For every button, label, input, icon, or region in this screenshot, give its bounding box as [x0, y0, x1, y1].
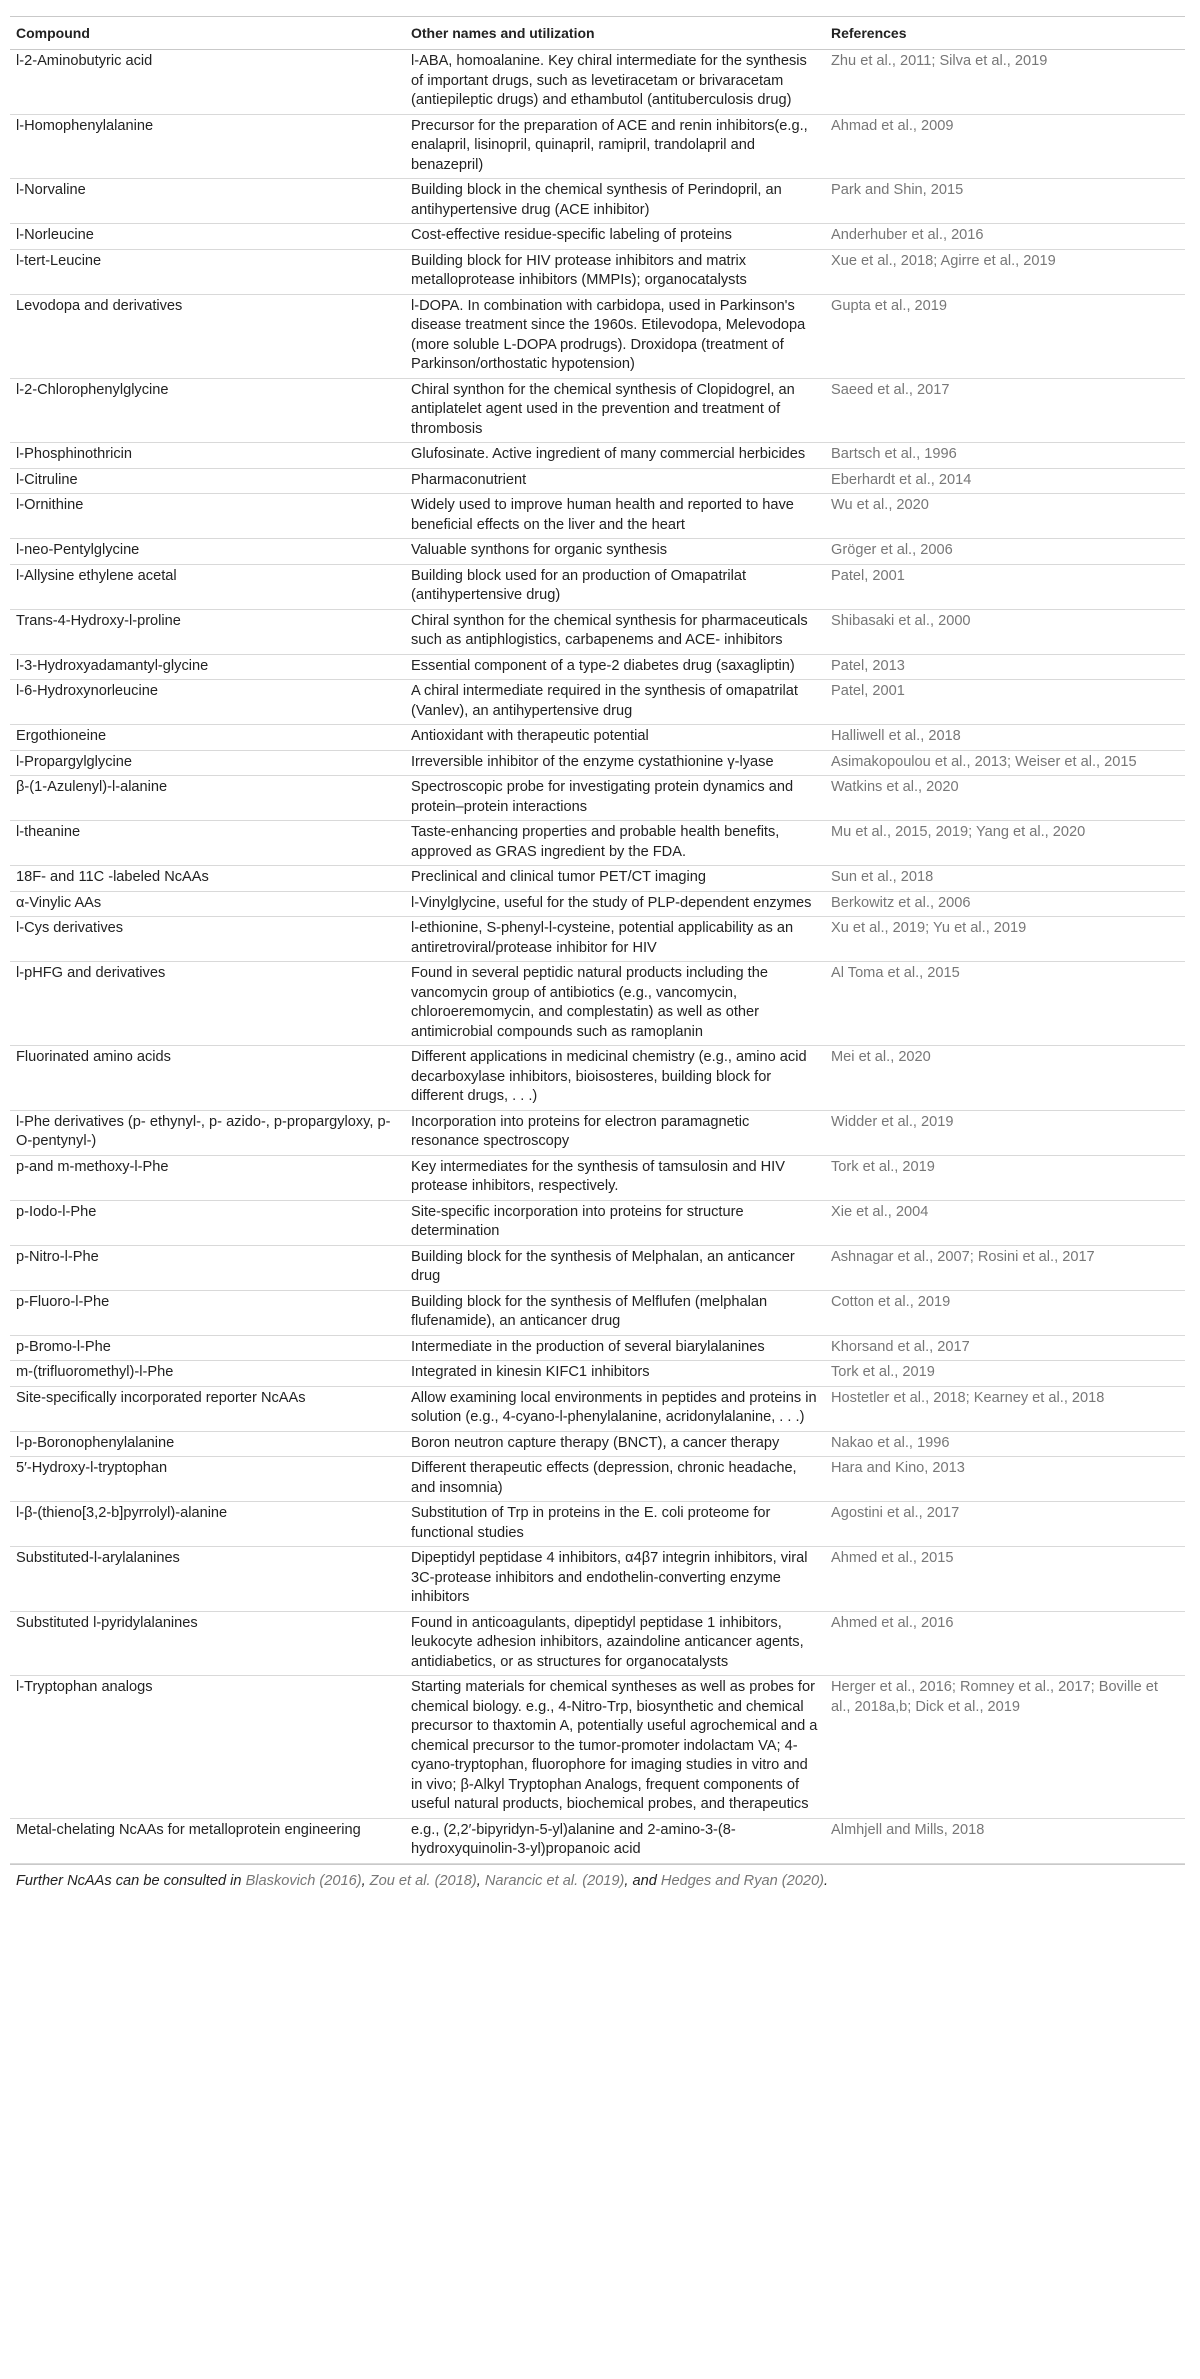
compound-cell: l-β-(thieno[3,2-b]pyrrolyl)-alanine — [10, 1502, 405, 1547]
utilization-cell: Cost-effective residue-specific labeling of proteins — [405, 224, 825, 250]
table-header — [10, 17, 1185, 50]
compound-cell: 5′-Hydroxy-l-tryptophan — [10, 1457, 405, 1502]
compound-cell: m-(trifluoromethyl)-l-Phe — [10, 1361, 405, 1387]
table-row — [10, 1290, 1185, 1335]
table-row — [10, 539, 1185, 565]
compound-cell: p-and m-methoxy-l-Phe — [10, 1155, 405, 1200]
utilization-cell: l-ethionine, S-phenyl-l-cysteine, potential applicability as an antiretroviral/protease inhibitor for HIV — [405, 917, 825, 962]
utilization-cell: Site-specific incorporation into proteins for structure determination — [405, 1200, 825, 1245]
references-cell[interactable]: Widder et al., 2019 — [825, 1110, 1185, 1155]
references-cell[interactable]: Agostini et al., 2017 — [825, 1502, 1185, 1547]
references-cell[interactable]: Ahmad et al., 2009 — [825, 114, 1185, 179]
compound-cell: l-Norvaline — [10, 179, 405, 224]
utilization-cell: l-Vinylglycine, useful for the study of PLP-dependent enzymes — [405, 891, 825, 917]
compound-cell: l-2-Aminobutyric acid — [10, 50, 405, 115]
utilization-cell: Chiral synthon for the chemical synthesis for pharmaceuticals such as antiphlogistics, carbapenems and ACE- inhibitors — [405, 609, 825, 654]
compound-cell: l-Norleucine — [10, 224, 405, 250]
compound-cell: 18F- and 11C -labeled NcAAs — [10, 866, 405, 892]
table-row — [10, 378, 1185, 443]
utilization-cell: Building block for HIV protease inhibitors and matrix metalloprotease inhibitors (MMPIs); organocatalysts — [405, 249, 825, 294]
utilization-cell: Key intermediates for the synthesis of tamsulosin and HIV protease inhibitors, respectively. — [405, 1155, 825, 1200]
utilization-cell: Different therapeutic effects (depression, chronic headache, and insomnia) — [405, 1457, 825, 1502]
references-cell[interactable]: Watkins et al., 2020 — [825, 776, 1185, 821]
footnote-separator: , and — [624, 1872, 661, 1889]
footnote-suffix: . — [824, 1872, 829, 1889]
compound-cell: l-Cys derivatives — [10, 917, 405, 962]
utilization-cell: Building block for the synthesis of Melflufen (melphalan flufenamide), an anticancer drug — [405, 1290, 825, 1335]
references-cell[interactable]: Xue et al., 2018; Agirre et al., 2019 — [825, 249, 1185, 294]
references-cell[interactable]: Hostetler et al., 2018; Kearney et al., 2018 — [825, 1386, 1185, 1431]
references-cell[interactable]: Ashnagar et al., 2007; Rosini et al., 2017 — [825, 1245, 1185, 1290]
ncaa-table — [10, 16, 1185, 1864]
compound-cell: Levodopa and derivatives — [10, 294, 405, 378]
table-row — [10, 494, 1185, 539]
table-row — [10, 609, 1185, 654]
table-row — [10, 1155, 1185, 1200]
references-cell[interactable]: Herger et al., 2016; Romney et al., 2017; Boville et al., 2018a,b; Dick et al., 2019 — [825, 1676, 1185, 1819]
compound-cell: l-3-Hydroxyadamantyl-glycine — [10, 654, 405, 680]
header-compound: Compound — [10, 17, 405, 50]
table-row — [10, 1431, 1185, 1457]
references-cell[interactable]: Ahmed et al., 2016 — [825, 1611, 1185, 1676]
footnote-separator: , — [476, 1872, 485, 1889]
compound-cell: l-theanine — [10, 821, 405, 866]
compound-cell: Trans-4-Hydroxy-l-proline — [10, 609, 405, 654]
footnote-ref-link[interactable]: Hedges and Ryan (2020) — [660, 1872, 824, 1889]
table-row — [10, 962, 1185, 1046]
compound-cell: l-Phosphinothricin — [10, 443, 405, 469]
table-row — [10, 1110, 1185, 1155]
utilization-cell: Taste-enhancing properties and probable health benefits, approved as GRAS ingredient by the FDA. — [405, 821, 825, 866]
utilization-cell: A chiral intermediate required in the synthesis of omapatrilat (Vanlev), an antihypertensive drug — [405, 680, 825, 725]
references-cell[interactable]: Tork et al., 2019 — [825, 1361, 1185, 1387]
compound-cell: Fluorinated amino acids — [10, 1046, 405, 1111]
table-row — [10, 224, 1185, 250]
utilization-cell: Starting materials for chemical syntheses as well as probes for chemical biology. e.g., 4-Nitro-Trp, biosynthetic and chemical precursor to thaxtomin A, potentially useful agrochemical and a chemical precursor to the tumor-promoter indolactam VA; 4-cyano-tryptophan, fluorophore for imaging studies in vitro and in vivo; β-Alkyl Tryptophan Analogs, frequent components of useful natural products, biochemical probes, and therapeutics — [405, 1676, 825, 1819]
utilization-cell: Antioxidant with therapeutic potential — [405, 725, 825, 751]
compound-cell: l-pHFG and derivatives — [10, 962, 405, 1046]
compound-cell: Substituted-l-arylalanines — [10, 1547, 405, 1612]
utilization-cell: Substitution of Trp in proteins in the E. coli proteome for functional studies — [405, 1502, 825, 1547]
table-body — [10, 50, 1185, 1864]
compound-cell: l-Homophenylalanine — [10, 114, 405, 179]
references-cell[interactable]: Al Toma et al., 2015 — [825, 962, 1185, 1046]
compound-cell: l-Phe derivatives (p- ethynyl-, p- azido-, p-propargyloxy, p-O-pentynyl-) — [10, 1110, 405, 1155]
utilization-cell: Dipeptidyl peptidase 4 inhibitors, α4β7 integrin inhibitors, viral 3C-protease inhibitors and endothelin-converting enzyme inhibitors — [405, 1547, 825, 1612]
compound-cell: l-Propargylglycine — [10, 750, 405, 776]
utilization-cell: Glufosinate. Active ingredient of many commercial herbicides — [405, 443, 825, 469]
utilization-cell: Essential component of a type-2 diabetes drug (saxagliptin) — [405, 654, 825, 680]
table-row — [10, 750, 1185, 776]
compound-cell: l-Allysine ethylene acetal — [10, 564, 405, 609]
table-row — [10, 1361, 1185, 1387]
table-row — [10, 114, 1185, 179]
utilization-cell: Chiral synthon for the chemical synthesis of Clopidogrel, an antiplatelet agent used in the prevention and treatment of thrombosis — [405, 378, 825, 443]
compound-cell: p-Fluoro-l-Phe — [10, 1290, 405, 1335]
references-cell[interactable]: Nakao et al., 1996 — [825, 1431, 1185, 1457]
references-cell[interactable]: Asimakopoulou et al., 2013; Weiser et al., 2015 — [825, 750, 1185, 776]
references-cell[interactable]: Almhjell and Mills, 2018 — [825, 1818, 1185, 1863]
references-cell[interactable]: Eberhardt et al., 2014 — [825, 468, 1185, 494]
table-row — [10, 249, 1185, 294]
table-row — [10, 1200, 1185, 1245]
compound-cell: Metal-chelating NcAAs for metalloprotein engineering — [10, 1818, 405, 1863]
table-row — [10, 680, 1185, 725]
footnote-separator: , — [361, 1872, 370, 1889]
table-footnote — [10, 1864, 1185, 1889]
references-cell[interactable]: Xie et al., 2004 — [825, 1200, 1185, 1245]
table-row — [10, 891, 1185, 917]
table-row — [10, 179, 1185, 224]
references-cell[interactable]: Gröger et al., 2006 — [825, 539, 1185, 565]
table-container — [10, 0, 1185, 1889]
utilization-cell: Building block used for an production of Omapatrilat (antihypertensive drug) — [405, 564, 825, 609]
utilization-cell: e.g., (2,2′-bipyridyn-5-yl)alanine and 2-amino-3-(8-hydroxyquinolin-3-yl)propanoic acid — [405, 1818, 825, 1863]
table-row — [10, 1676, 1185, 1819]
table-row — [10, 725, 1185, 751]
references-cell[interactable]: Mei et al., 2020 — [825, 1046, 1185, 1111]
references-cell[interactable]: Park and Shin, 2015 — [825, 179, 1185, 224]
references-cell[interactable]: Sun et al., 2018 — [825, 866, 1185, 892]
compound-cell: l-Citruline — [10, 468, 405, 494]
table-row — [10, 1046, 1185, 1111]
references-cell[interactable]: Patel, 2001 — [825, 680, 1185, 725]
utilization-cell: Different applications in medicinal chemistry (e.g., amino acid decarboxylase inhibitors, bioisosteres, building block for different drugs, . . .) — [405, 1046, 825, 1111]
utilization-cell: Building block in the chemical synthesis of Perindopril, an antihypertensive drug (ACE inhibitor) — [405, 179, 825, 224]
compound-cell: p-Iodo-l-Phe — [10, 1200, 405, 1245]
utilization-cell: Precursor for the preparation of ACE and renin inhibitors(e.g., enalapril, lisinopril, quinapril, ramipril, trandolapril and benazepril) — [405, 114, 825, 179]
compound-cell: l-Tryptophan analogs — [10, 1676, 405, 1819]
footnote-prefix: Further NcAAs can be consulted in — [16, 1872, 246, 1889]
utilization-cell: Intermediate in the production of several biarylalanines — [405, 1335, 825, 1361]
compound-cell: l-tert-Leucine — [10, 249, 405, 294]
references-cell[interactable]: Shibasaki et al., 2000 — [825, 609, 1185, 654]
table-row — [10, 1457, 1185, 1502]
utilization-cell: Found in several peptidic natural products including the vancomycin group of antibiotics (e.g., vancomycin, chloroeremomycin, and complestatin) as well as other antimicrobial compounds such as ramoplanin — [405, 962, 825, 1046]
compound-cell: l-neo-Pentylglycine — [10, 539, 405, 565]
references-cell[interactable]: Ahmed et al., 2015 — [825, 1547, 1185, 1612]
header-references: References — [825, 17, 1185, 50]
table-row — [10, 917, 1185, 962]
utilization-cell: Found in anticoagulants, dipeptidyl peptidase 1 inhibitors, leukocyte adhesion inhibitors, azaindoline anticancer agents, antidiabetics, or as structures for organocatalysts — [405, 1611, 825, 1676]
table-row — [10, 1818, 1185, 1863]
compound-cell: α-Vinylic AAs — [10, 891, 405, 917]
references-cell[interactable]: Zhu et al., 2011; Silva et al., 2019 — [825, 50, 1185, 115]
utilization-cell: l-ABA, homoalanine. Key chiral intermediate for the synthesis of important drugs, such as levetiracetam or brivaracetam (antiepileptic drugs) and ethambutol (antituberculosis drug) — [405, 50, 825, 115]
references-cell[interactable]: Cotton et al., 2019 — [825, 1290, 1185, 1335]
utilization-cell: Integrated in kinesin KIFC1 inhibitors — [405, 1361, 825, 1387]
references-cell[interactable]: Bartsch et al., 1996 — [825, 443, 1185, 469]
references-cell[interactable]: Patel, 2001 — [825, 564, 1185, 609]
footnote-ref-link[interactable]: Zou et al. (2018) — [369, 1872, 477, 1889]
utilization-cell: Boron neutron capture therapy (BNCT), a cancer therapy — [405, 1431, 825, 1457]
utilization-cell: Preclinical and clinical tumor PET/CT imaging — [405, 866, 825, 892]
compound-cell: l-p-Boronophenylalanine — [10, 1431, 405, 1457]
table-row — [10, 50, 1185, 115]
compound-cell: p-Nitro-l-Phe — [10, 1245, 405, 1290]
table-row — [10, 1502, 1185, 1547]
header-row — [10, 17, 1185, 50]
references-cell[interactable]: Mu et al., 2015, 2019; Yang et al., 2020 — [825, 821, 1185, 866]
table-row — [10, 1245, 1185, 1290]
utilization-cell: Spectroscopic probe for investigating protein dynamics and protein–protein interactions — [405, 776, 825, 821]
utilization-cell: l-DOPA. In combination with carbidopa, used in Parkinson's disease treatment since the 1960s. Etilevodopa, Melevodopa (more soluble L-DOPA prodrugs). Droxidopa (treatment of Parkinson/orthostatic hypotension) — [405, 294, 825, 378]
footnote-ref-link[interactable]: Blaskovich (2016) — [245, 1872, 362, 1889]
table-row — [10, 1611, 1185, 1676]
references-cell[interactable]: Patel, 2013 — [825, 654, 1185, 680]
references-cell[interactable]: Gupta et al., 2019 — [825, 294, 1185, 378]
references-cell[interactable]: Xu et al., 2019; Yu et al., 2019 — [825, 917, 1185, 962]
table-row — [10, 564, 1185, 609]
utilization-cell: Valuable synthons for organic synthesis — [405, 539, 825, 565]
references-cell[interactable]: Anderhuber et al., 2016 — [825, 224, 1185, 250]
compound-cell: Substituted l-pyridylalanines — [10, 1611, 405, 1676]
references-cell[interactable]: Khorsand et al., 2017 — [825, 1335, 1185, 1361]
compound-cell: Ergothioneine — [10, 725, 405, 751]
references-cell[interactable]: Hara and Kino, 2013 — [825, 1457, 1185, 1502]
table-row — [10, 821, 1185, 866]
compound-cell: p-Bromo-l-Phe — [10, 1335, 405, 1361]
compound-cell: Site-specifically incorporated reporter NcAAs — [10, 1386, 405, 1431]
compound-cell: β-(1-Azulenyl)-l-alanine — [10, 776, 405, 821]
utilization-cell: Pharmaconutrient — [405, 468, 825, 494]
references-cell[interactable]: Berkowitz et al., 2006 — [825, 891, 1185, 917]
table-row — [10, 1547, 1185, 1612]
table-row — [10, 468, 1185, 494]
utilization-cell: Irreversible inhibitor of the enzyme cystathionine γ-lyase — [405, 750, 825, 776]
table-row — [10, 776, 1185, 821]
table-row — [10, 866, 1185, 892]
utilization-cell: Widely used to improve human health and reported to have beneficial effects on the liver and the heart — [405, 494, 825, 539]
compound-cell: l-Ornithine — [10, 494, 405, 539]
table-row — [10, 654, 1185, 680]
footnote-ref-link[interactable]: Narancic et al. (2019) — [484, 1872, 625, 1889]
compound-cell: l-2-Chlorophenylglycine — [10, 378, 405, 443]
utilization-cell: Building block for the synthesis of Melphalan, an anticancer drug — [405, 1245, 825, 1290]
utilization-cell: Incorporation into proteins for electron paramagnetic resonance spectroscopy — [405, 1110, 825, 1155]
table-row — [10, 1386, 1185, 1431]
references-cell[interactable]: Wu et al., 2020 — [825, 494, 1185, 539]
references-cell[interactable]: Saeed et al., 2017 — [825, 378, 1185, 443]
table-row — [10, 294, 1185, 378]
compound-cell: l-6-Hydroxynorleucine — [10, 680, 405, 725]
references-cell[interactable]: Tork et al., 2019 — [825, 1155, 1185, 1200]
table-row — [10, 443, 1185, 469]
utilization-cell: Allow examining local environments in peptides and proteins in solution (e.g., 4-cyano-l-phenylalanine, acridonylalanine, . . .) — [405, 1386, 825, 1431]
references-cell[interactable]: Halliwell et al., 2018 — [825, 725, 1185, 751]
header-utilization: Other names and utilization — [405, 17, 825, 50]
table-row — [10, 1335, 1185, 1361]
